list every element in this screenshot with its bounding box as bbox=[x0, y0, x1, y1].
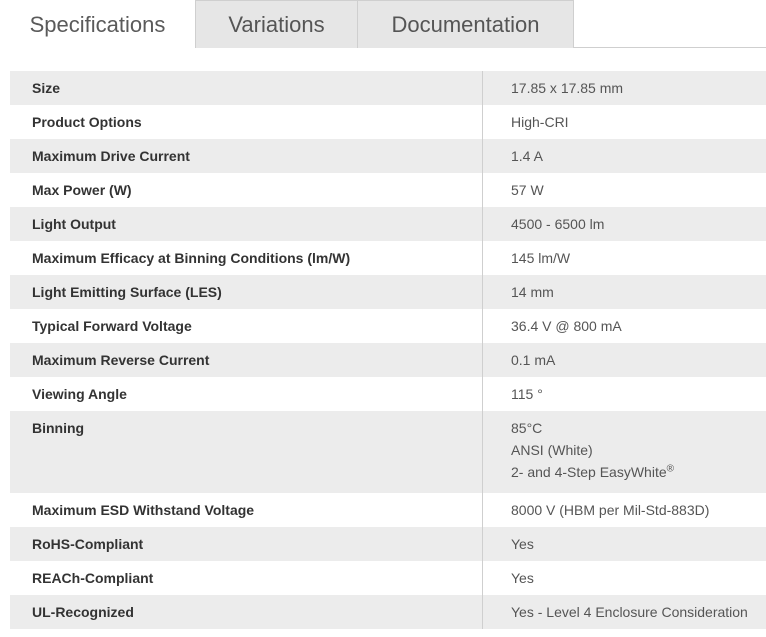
spec-row-esd-voltage bbox=[10, 493, 766, 527]
binning-standard: ANSI (White) bbox=[511, 442, 593, 458]
spec-label: Light Output bbox=[10, 207, 483, 241]
spec-label: Product Options bbox=[10, 105, 483, 139]
spec-value bbox=[483, 411, 766, 493]
spec-row-max-power bbox=[10, 173, 766, 207]
tab-variations[interactable]: Variations bbox=[195, 0, 358, 48]
registered-mark: ® bbox=[666, 463, 675, 475]
spec-row-product-options bbox=[10, 105, 766, 139]
spec-label: Maximum Efficacy at Binning Conditions (lm/W) bbox=[10, 241, 483, 275]
spec-row-max-drive-current bbox=[10, 139, 766, 173]
binning-easywhite bbox=[511, 461, 766, 483]
spec-label: Light Emitting Surface (LES) bbox=[10, 275, 483, 309]
spec-row-size bbox=[10, 71, 766, 105]
spec-value: Yes - Level 4 Enclosure Consideration bbox=[511, 604, 748, 620]
spec-row-binning bbox=[10, 411, 766, 493]
specifications-table bbox=[10, 71, 766, 629]
spec-value: 0.1 mA bbox=[511, 352, 556, 368]
spec-value: 14 mm bbox=[511, 284, 554, 300]
spec-row-light-output bbox=[10, 207, 766, 241]
spec-value: 1.4 A bbox=[511, 148, 543, 164]
binning-temperature: 85°C bbox=[511, 420, 543, 436]
tab-documentation[interactable]: Documentation bbox=[357, 0, 574, 48]
spec-label: REACh-Compliant bbox=[10, 561, 483, 595]
spec-value: 8000 V (HBM per Mil-Std-883D) bbox=[511, 502, 710, 518]
spec-label: Maximum ESD Withstand Voltage bbox=[10, 493, 483, 527]
spec-value: 36.4 V @ 800 mA bbox=[511, 318, 622, 334]
binning-easywhite-text: 2- and 4-Step EasyWhite bbox=[511, 464, 667, 480]
spec-label: Typical Forward Voltage bbox=[10, 309, 483, 343]
spec-row-les bbox=[10, 275, 766, 309]
spec-value: 145 lm/W bbox=[511, 250, 571, 266]
spec-value: Yes bbox=[511, 570, 534, 586]
spec-label: Max Power (W) bbox=[10, 173, 483, 207]
spec-value: Yes bbox=[511, 536, 534, 552]
spec-label: Viewing Angle bbox=[10, 377, 483, 411]
spec-row-ul-recognized bbox=[10, 595, 766, 629]
spec-value: 4500 - 6500 lm bbox=[511, 216, 605, 232]
spec-value: High-CRI bbox=[511, 114, 569, 130]
spec-row-viewing-angle bbox=[10, 377, 766, 411]
tab-bar bbox=[0, 0, 766, 49]
spec-label: Maximum Drive Current bbox=[10, 139, 483, 173]
spec-row-forward-voltage bbox=[10, 309, 766, 343]
spec-row-reverse-current bbox=[10, 343, 766, 377]
spec-label: Maximum Reverse Current bbox=[10, 343, 483, 377]
spec-label: Binning bbox=[10, 411, 483, 493]
spec-value: 115 ° bbox=[511, 386, 543, 402]
spec-label: RoHS-Compliant bbox=[10, 527, 483, 561]
spec-value: 17.85 x 17.85 mm bbox=[511, 80, 624, 96]
spec-row-rohs bbox=[10, 527, 766, 561]
spec-value: 57 W bbox=[511, 182, 544, 198]
spec-row-max-efficacy bbox=[10, 241, 766, 275]
spec-label: Size bbox=[10, 71, 483, 105]
spec-row-reach bbox=[10, 561, 766, 595]
tab-specifications[interactable]: Specifications bbox=[0, 0, 195, 49]
spec-label: UL-Recognized bbox=[10, 595, 483, 629]
